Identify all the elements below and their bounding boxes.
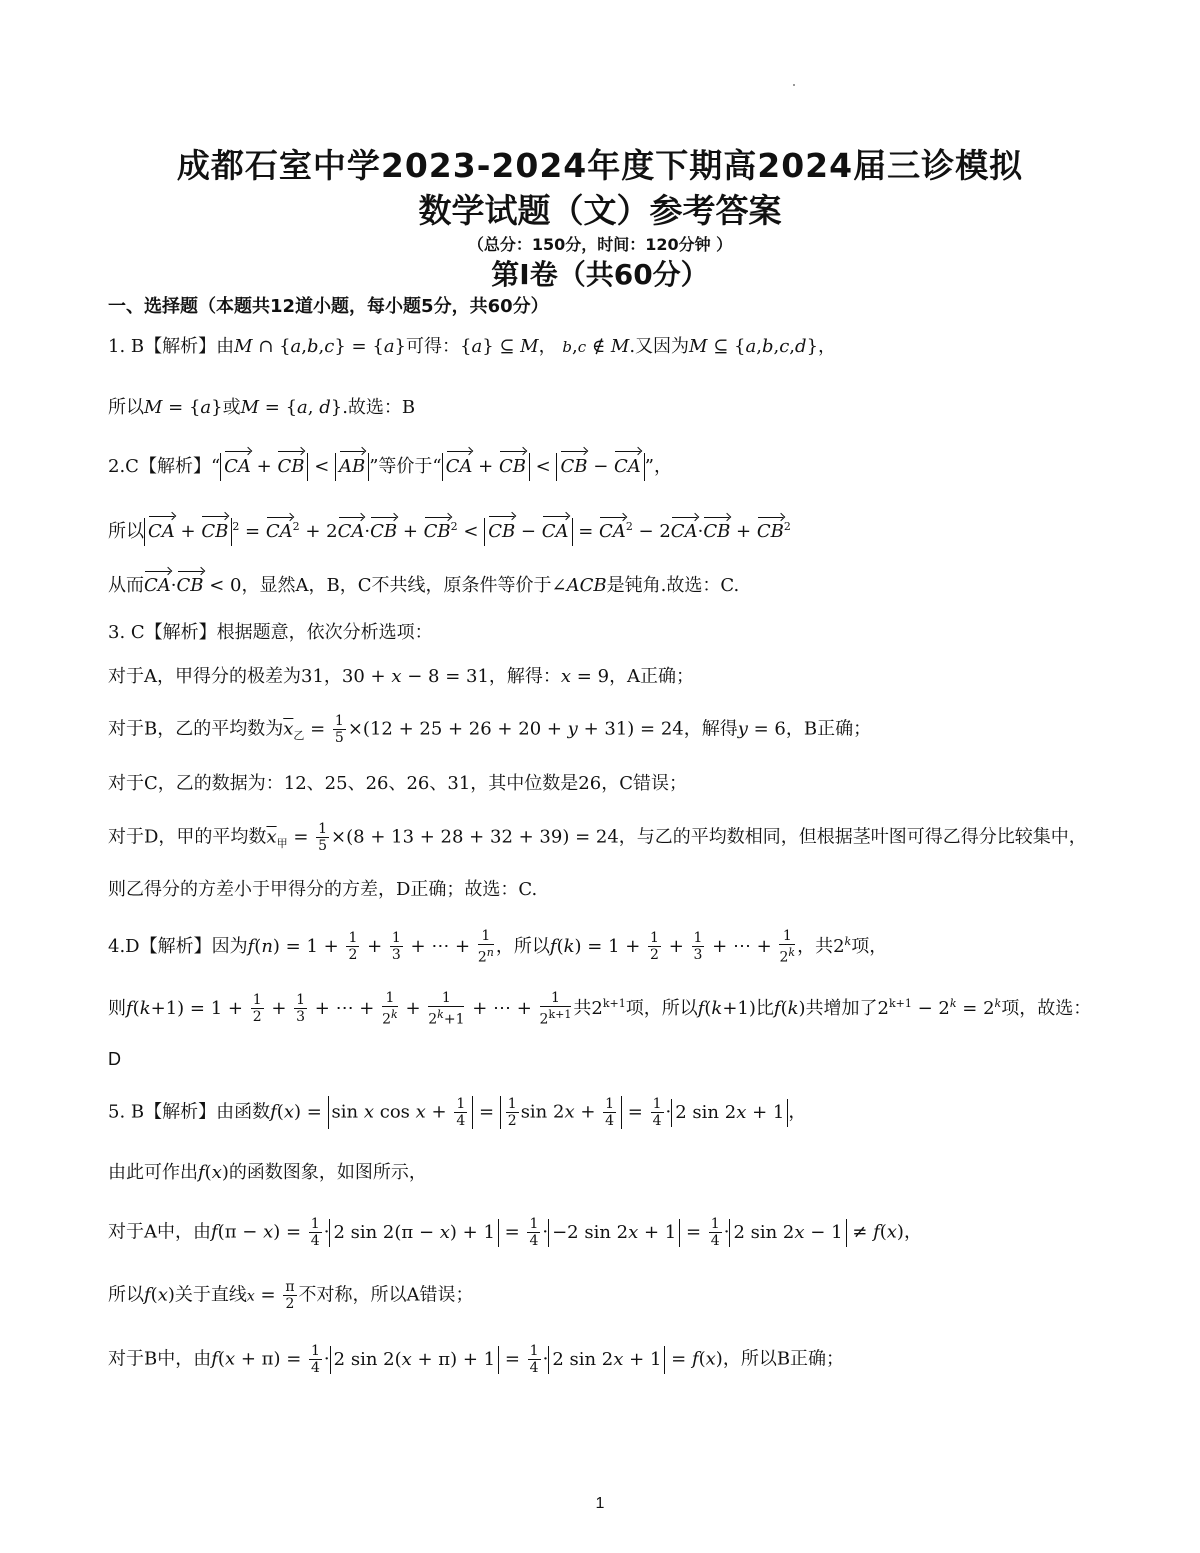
q2-line-3: 从而CA·CB < 0，显然A，B，C不共线，原条件等价于∠ACB是钝角.故选：C. bbox=[108, 573, 1100, 599]
title-line-2: 数学试题（文）参考答案 bbox=[418, 191, 782, 230]
page-number: 1 bbox=[595, 1495, 605, 1512]
q3-line-6: 则乙得分的方差小于甲得分的方差，D正确；故选：C. bbox=[108, 879, 538, 900]
q4-line-3: D bbox=[108, 1049, 121, 1069]
q2-line-1: 2.C【解析】“ CA + CB < AB ”等价于“ CA + CB < CB − CA ”， bbox=[108, 453, 1100, 481]
q5-line-4: 所以f(x)关于直线x = $\frac{\pi}{2}$ 不对称，所以A错误； bbox=[108, 1279, 474, 1312]
q4-line-2: 则f(k+1) = 1 + $\frac{1}{2}$ + $\frac{1}{3}$ + ⋯ + $\frac{1}{2^k}$ + $\frac{1}{2^k+1}$ + ⋯ + $\frac{1}{2^{k+1}}$ 共$2^{k+1}$项，所以f(k+1)比f(k)共增加了$2^{k+1} - 2^k = 2^k$项，故选： bbox=[108, 990, 1092, 1028]
q4-line-1: 4.D【解析】因为f(n) = 1 + $\frac{1}{2}$ + $\frac{1}{3}$ + ⋯ + $\frac{1}{2^n}$ ，所以f(k) = 1 + $\frac{1}{2}$ + $\frac{1}{3}$ + ⋯ + $\frac{1}{2^k}$ ，共2$^k$项， bbox=[108, 928, 888, 966]
q5-line-2: 由此可作出f(x)的函数图象，如图所示， bbox=[108, 1162, 427, 1183]
part-heading: 第Ⅰ卷（共60分） bbox=[491, 258, 709, 291]
title-line-1: 成都石室中学2023-2024年度下期高2024届三诊模拟 bbox=[176, 146, 1024, 185]
q3-line-3: 对于B，乙的平均数为$\overline{x}_乙$ = $\frac{1}{5}$ ×(12 + 25 + 26 + 20 + y + 31) = 24，解得y = 6，B正确； bbox=[108, 713, 872, 746]
q2-line-2: 所以 CA + CB $^2 = CA^2 + 2CA\cdot CB + CB^2$ < CB − CA = $CA^2 - 2CA\cdot CB + CB^2$ bbox=[108, 514, 1100, 546]
q3-line-5: 对于D，甲的平均数$\overline{x}_甲$ = $\frac{1}{5}$ ×(8 + 13 + 28 + 32 + 39) = 24，与乙的平均数相同，但根据茎叶图可得乙得分比较集中， bbox=[108, 821, 1087, 854]
speck bbox=[793, 84, 795, 86]
q5-line-1: 5. B【解析】由函数f(x) = sin x cos x + $\frac{1}{4}$ = $\frac{1}{2}$ sin 2x + $\frac{1}{4}$ = $\frac{1}{4}$ · 2 sin 2x + 1 ， bbox=[108, 1096, 807, 1129]
q3-line-2: 对于A，甲得分的极差为31，30 + x − 8 = 31，解得：x = 9，A正确； bbox=[108, 666, 695, 687]
q3-line-1: 3. C【解析】根据题意，依次分析选项： bbox=[108, 622, 433, 643]
q1-line-2: 所以M = {a}或M = {a, d}.故选：B bbox=[108, 397, 416, 418]
section-heading: 一、选择题（本题共12道小题，每小题5分，共60分） bbox=[108, 296, 549, 317]
q1-line-1: 1. B【解析】由M ∩ {a,b,c} = {a}可得：{a} ⊆ M， b,c ∉ M.又因为M ⊆ {a,b,c,d}， bbox=[108, 336, 837, 357]
q3-line-4: 对于C，乙的数据为：12、25、26、26、31，其中位数是26，C错误； bbox=[108, 773, 687, 794]
q5-line-5: 对于B中，由f(x + π) = $\frac{1}{4}$ · 2 sin 2(x + π) + 1 = $\frac{1}{4}$ · 2 sin 2x + 1 = f(x)，所以B正确； bbox=[108, 1343, 845, 1376]
q5-line-3: 对于A中，由f(π − x) = $\frac{1}{4}$ · 2 sin 2(π − x) + 1 = $\frac{1}{4}$ · −2 sin 2x + 1 = $\frac{1}{4}$ · 2 sin 2x − 1 ≠ f(x)， bbox=[108, 1216, 922, 1249]
subtitle: （总分：150分，时间：120分钟 ） bbox=[467, 235, 733, 254]
